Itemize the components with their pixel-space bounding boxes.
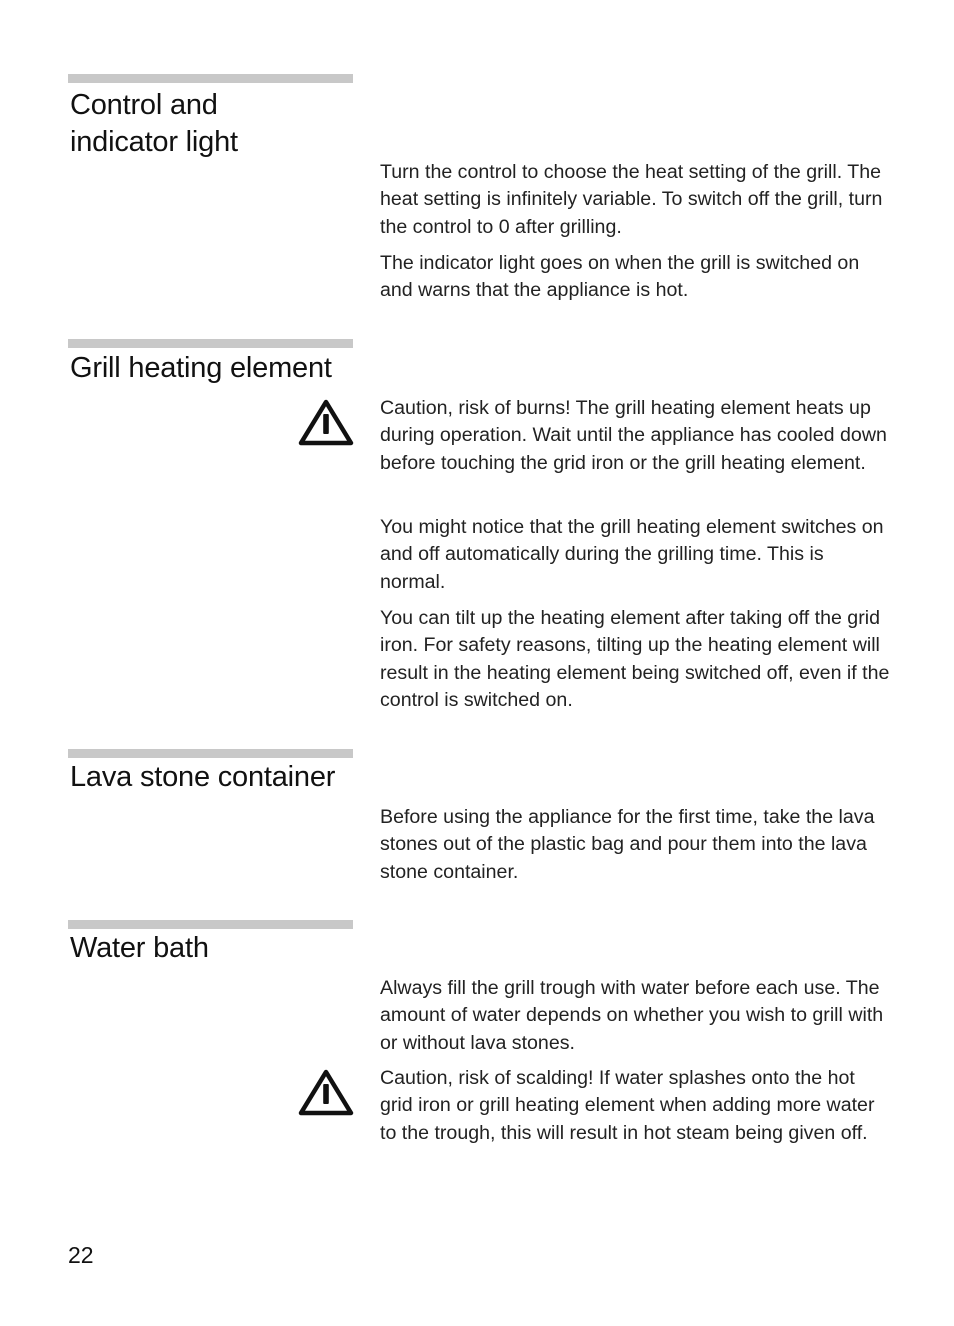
section-divider xyxy=(68,920,353,929)
section-heading: Water bath xyxy=(70,932,209,964)
section-divider xyxy=(68,749,353,758)
section-heading: Grill heating element xyxy=(70,352,332,384)
paragraph: Caution, risk of scalding! If water splashes onto the hot grid iron or grill heating element when adding more water to the trough, this will result in hot steam being given off. xyxy=(380,1067,875,1144)
paragraph: Caution, risk of burns! The grill heating element heats up during operation. Wait until the appliance has cooled down before touching the grid iron or the grill heating element. xyxy=(380,397,887,474)
paragraph: Turn the control to choose the heat setting of the grill. The heat setting is infinitely variable. To switch off the grill, turn the control to 0 after grilling. xyxy=(380,161,883,238)
warning-triangle-icon xyxy=(298,1068,354,1116)
paragraph: You might notice that the grill heating element switches on and off automatically during the grilling time. This is normal. xyxy=(380,516,884,593)
warning-triangle-icon xyxy=(298,398,354,446)
page-number: 22 xyxy=(68,1242,94,1268)
section-divider xyxy=(68,339,353,348)
section-heading: Lava stone container xyxy=(70,761,336,793)
paragraph: Always fill the grill trough with water before each use. The amount of water depends on whether you wish to grill with or without lava stones. xyxy=(380,977,884,1054)
section-heading: Control and indicator light xyxy=(70,89,238,158)
paragraph: You can tilt up the heating element after taking off the grid iron. For safety reasons, tilting up the heating element will result in the heating element being switched off, even if the control is switched on. xyxy=(380,607,890,711)
paragraph: Before using the appliance for the first time, take the lava stones out of the plastic bag and pour them into the lava stone container. xyxy=(380,806,875,883)
paragraph: The indicator light goes on when the grill is switched on and warns that the appliance is hot. xyxy=(380,252,860,302)
section-divider xyxy=(68,74,353,83)
